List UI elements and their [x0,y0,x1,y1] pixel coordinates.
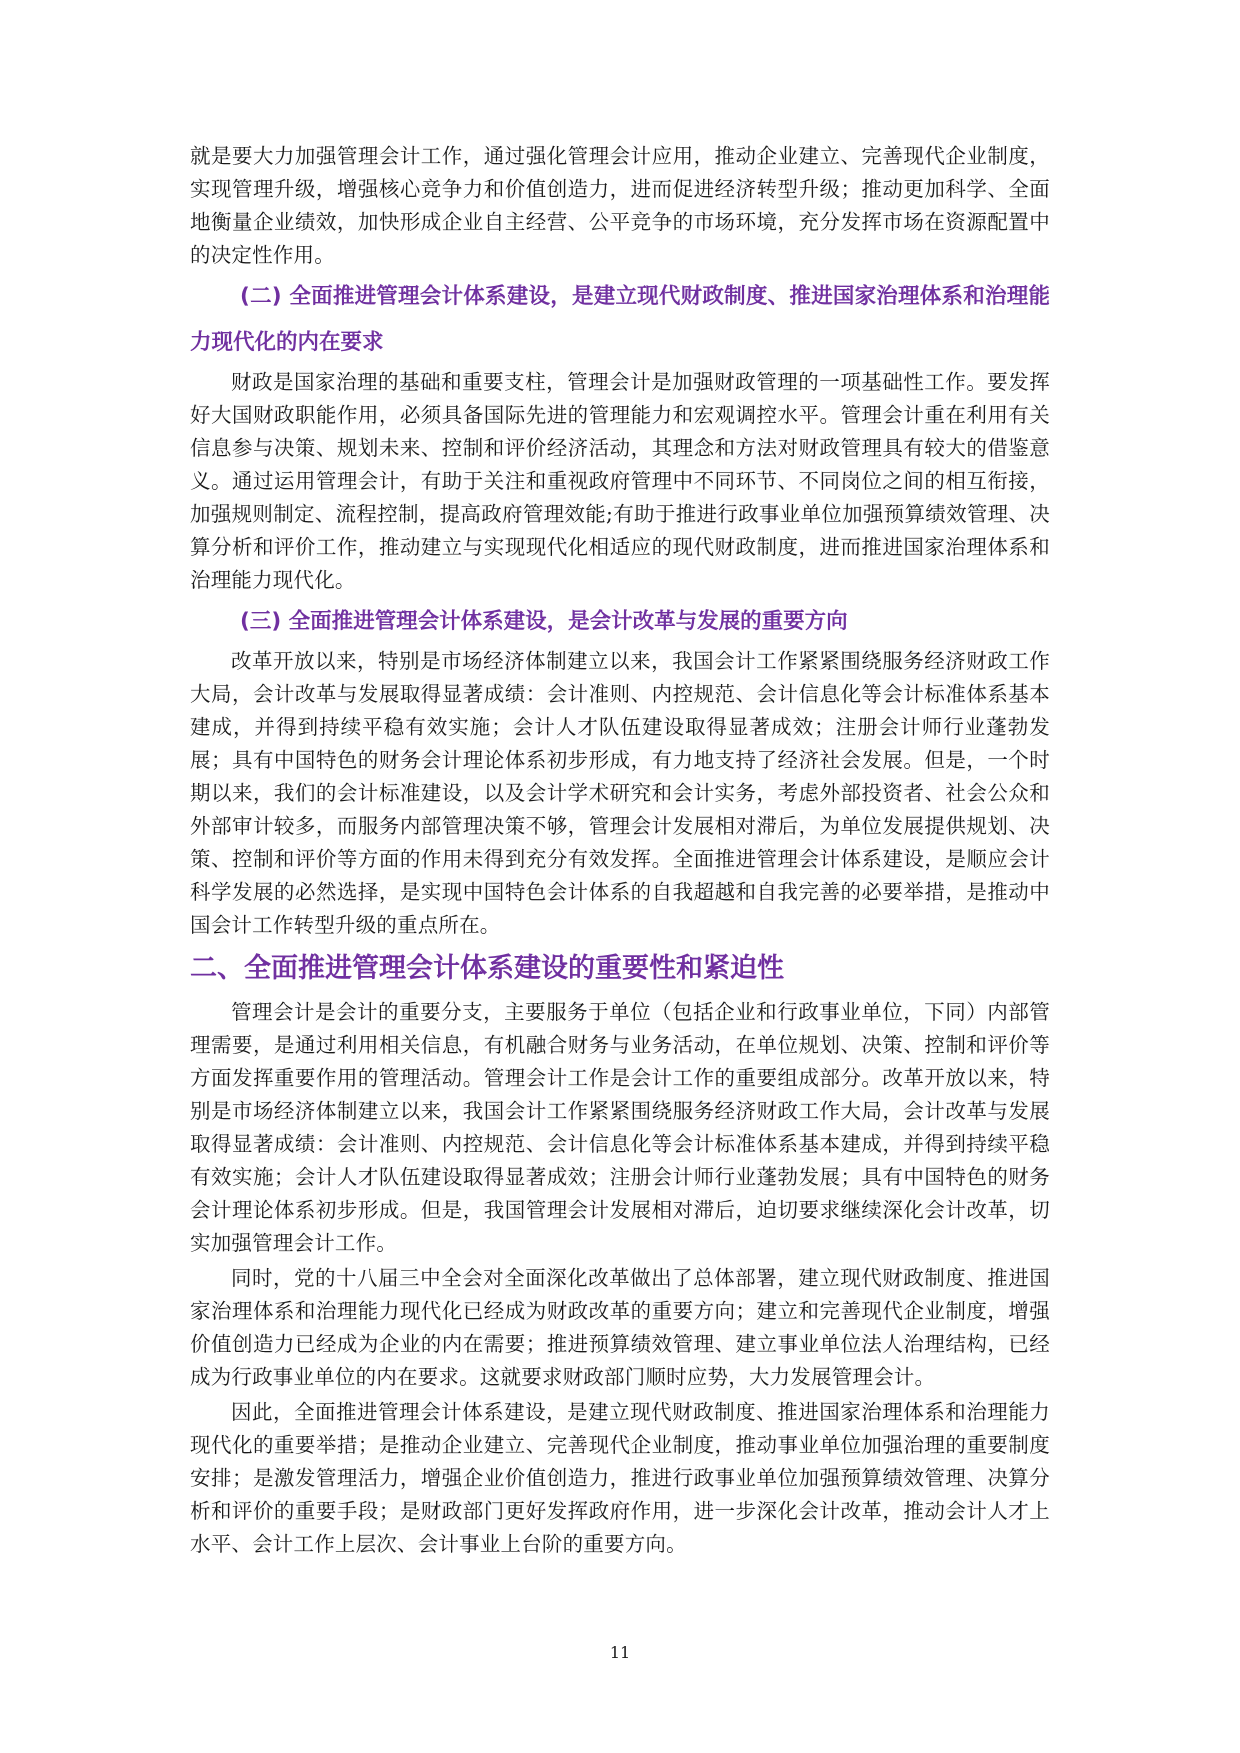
page-number: 11 [609,1643,631,1662]
paragraph: 因此，全面推进管理会计体系建设，是建立现代财政制度、推进国家治理体系和治理能力现代化的重要举措；是推动企业建立、完善现代企业制度，推动事业单位加强治理的重要制度安排；是激发管理活力，增强企业价值创造力，推进行政事业单位加强预算绩效管理、决算分析和评价的重要手段；是财政部门更好发挥政府作用，进一步深化会计改革，推动会计人才上水平、会计工作上层次、会计事业上台阶的重要方向。 [190,1400,1050,1556]
paragraph: 财政是国家治理的基础和重要支柱，管理会计是加强财政管理的一项基础性工作。要发挥好大国财政职能作用，必须具备国际先进的管理能力和宏观调控水平。管理会计重在利用有关信息参与决策、规划未来、控制和评价经济活动，其理念和方法对财政管理具有较大的借鉴意义。通过运用管理会计，有助于关注和重视政府管理中不同环节、不同岗位之间的相互衔接，加强规则制定、流程控制，提高政府管理效能;有助于推进行政事业单位加强预算绩效管理、决算分析和评价工作，推动建立与实现现代化相适应的现代财政制度，进而推进国家治理体系和治理能力现代化。 [190,370,1050,592]
chapter-heading: 二、全面推进管理会计体系建设的重要性和紧迫性 [190,953,784,984]
paragraph: 同时，党的十八届三中全会对全面深化改革做出了总体部署，建立现代财政制度、推进国家治理体系和治理能力现代化已经成为财政改革的重要方向；建立和完善现代企业制度，增强价值创造力已经成为企业的内在需要；推进预算绩效管理、建立事业单位法人治理结构，已经成为行政事业单位的内在要求。这就要求财政部门顺时应势，大力发展管理会计。 [190,1266,1050,1389]
section-heading-2: (二) 全面推进管理会计体系建设，是建立现代财政制度、推进国家治理体系和治理能力现代化的内在要求 [190,284,1050,355]
section-heading-3: (三) 全面推进管理会计体系建设，是会计改革与发展的重要方向 [240,609,848,634]
paragraph-continued: 就是要大力加强管理会计工作，通过强化管理会计应用，推动企业建立、完善现代企业制度，实现管理升级，增强核心竞争力和价值创造力，进而促进经济转型升级；推动更加科学、全面地衡量企业绩效，加快形成企业自主经营、公平竞争的市场环境，充分发挥市场在资源配置中的决定性作用。 [190,144,1050,267]
paragraph: 管理会计是会计的重要分支，主要服务于单位（包括企业和行政事业单位，下同）内部管理需要，是通过利用相关信息，有机融合财务与业务活动，在单位规划、决策、控制和评价等方面发挥重要作用的管理活动。管理会计工作是会计工作的重要组成部分。改革开放以来，特别是市场经济体制建立以来，我国会计工作紧紧围绕服务经济财政工作大局，会计改革与发展取得显著成绩：会计准则、内控规范、会计信息化等会计标准体系基本建成，并得到持续平稳有效实施；会计人才队伍建设取得显著成效；注册会计师行业蓬勃发展；具有中国特色的财务会计理论体系初步形成。但是，我国管理会计发展相对滞后，迫切要求继续深化会计改革，切实加强管理会计工作。 [190,1000,1050,1255]
document-page [190,140,1050,1563]
paragraph: 改革开放以来，特别是市场经济体制建立以来，我国会计工作紧紧围绕服务经济财政工作大局，会计改革与发展取得显著成绩：会计准则、内控规范、会计信息化等会计标准体系基本建成，并得到持续平稳有效实施；会计人才队伍建设取得显著成效；注册会计师行业蓬勃发展；具有中国特色的财务会计理论体系初步形成，有力地支持了经济社会发展。但是，一个时期以来，我们的会计标准建设，以及会计学术研究和会计实务，考虑外部投资者、社会公众和外部审计较多，而服务内部管理决策不够，管理会计发展相对滞后，为单位发展提供规划、决策、控制和评价等方面的作用未得到充分有效发挥。全面推进管理会计体系建设，是顺应会计科学发展的必然选择，是实现中国特色会计体系的自我超越和自我完善的必要举措，是推动中国会计工作转型升级的重点所在。 [190,649,1050,937]
